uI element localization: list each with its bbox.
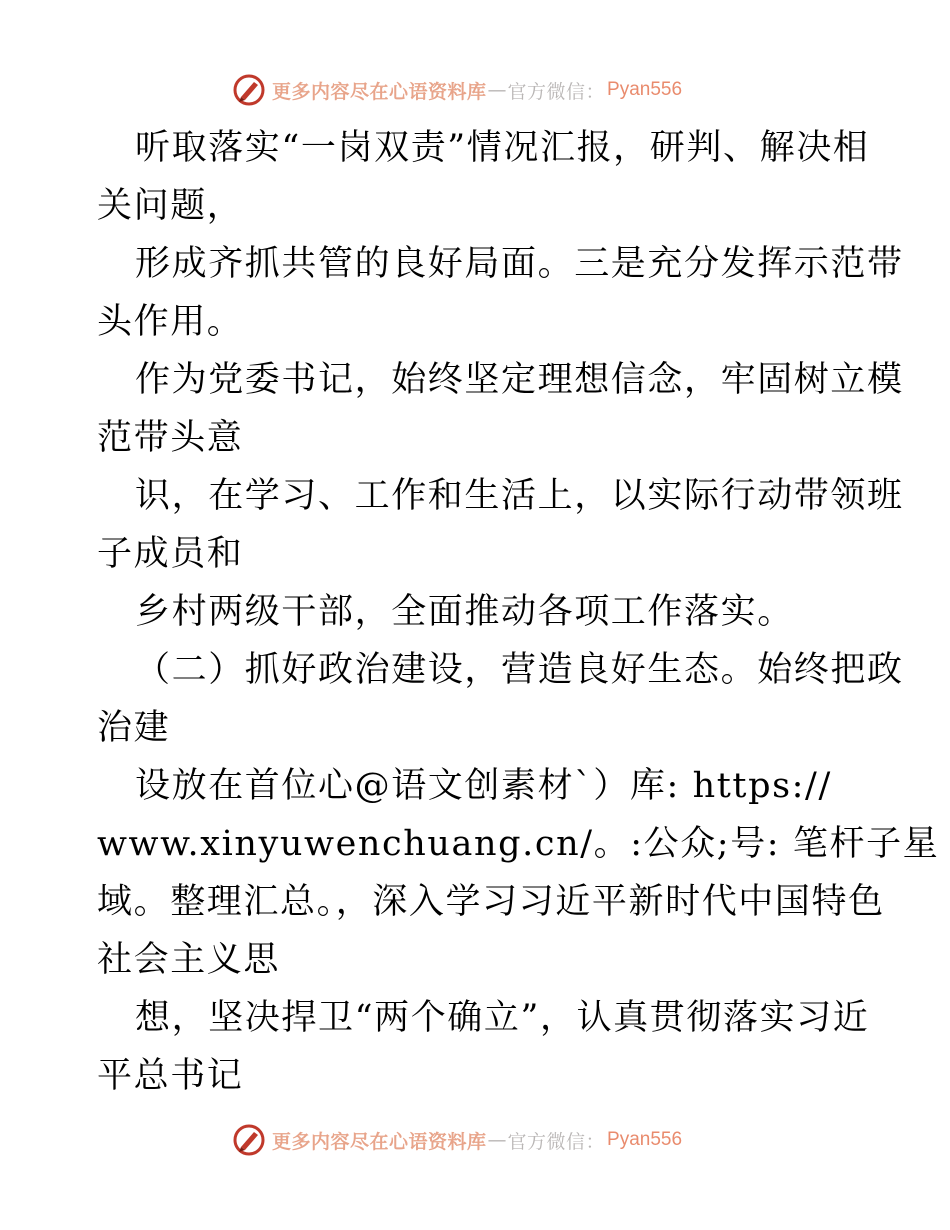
watermark-main-text: 更多内容尽在心语资料库 [272, 1130, 487, 1153]
text-line: 子成员和 [97, 534, 244, 574]
watermark-dash: — [487, 79, 507, 101]
text-line: （二）抓好政治建设，营造良好生态。始终把政 [135, 650, 904, 690]
text-line: 平总书记 [97, 1056, 244, 1096]
text-line: 域。整理汇总。，深入学习习近平新时代中国特色 [97, 882, 885, 922]
watermark-id: Pyan556 [607, 79, 683, 100]
text-line: 识，在学习、工作和生活上，以实际行动带领班 [135, 476, 904, 516]
text-line: 社会主义思 [97, 940, 281, 980]
pen-circle-logo-icon [232, 73, 266, 107]
watermark-id: Pyan556 [607, 1129, 683, 1150]
text-line: 想，坚决捍卫“两个确立”，认真贯彻落实习近 [135, 998, 870, 1038]
text-line: 形成齐抓共管的良好局面。三是充分发挥示范带 [135, 244, 904, 284]
text-line: 范带头意 [97, 418, 244, 458]
watermark-sub-text: 官方微信： [507, 1130, 606, 1153]
text-line: 乡村两级干部，全面推动各项工作落实。 [135, 592, 794, 632]
text-line: 设放在首位心@语文创素材`）库: https:// [135, 766, 832, 806]
watermark-sub-text: 官方微信： [507, 80, 606, 103]
watermark-dash: — [487, 1129, 507, 1151]
watermark-main-text: 更多内容尽在心语资料库 [272, 80, 487, 103]
text-line: 关问题， [97, 186, 244, 226]
text-line: 作为党委书记，始终坚定理想信念，牢固树立模 [135, 360, 904, 400]
text-line: 听取落实“一岗双责”情况汇报，研判、解决相 [135, 128, 870, 168]
header-watermark [232, 73, 682, 107]
text-line: www.xinyuwenchuang.cn/。:公众;号: 笔杆子星 [97, 824, 940, 864]
document-body [97, 119, 940, 1105]
text-line: 治建 [97, 708, 171, 748]
footer-watermark [232, 1123, 682, 1157]
pen-circle-logo-icon [232, 1123, 266, 1157]
text-line: 头作用。 [97, 302, 244, 342]
